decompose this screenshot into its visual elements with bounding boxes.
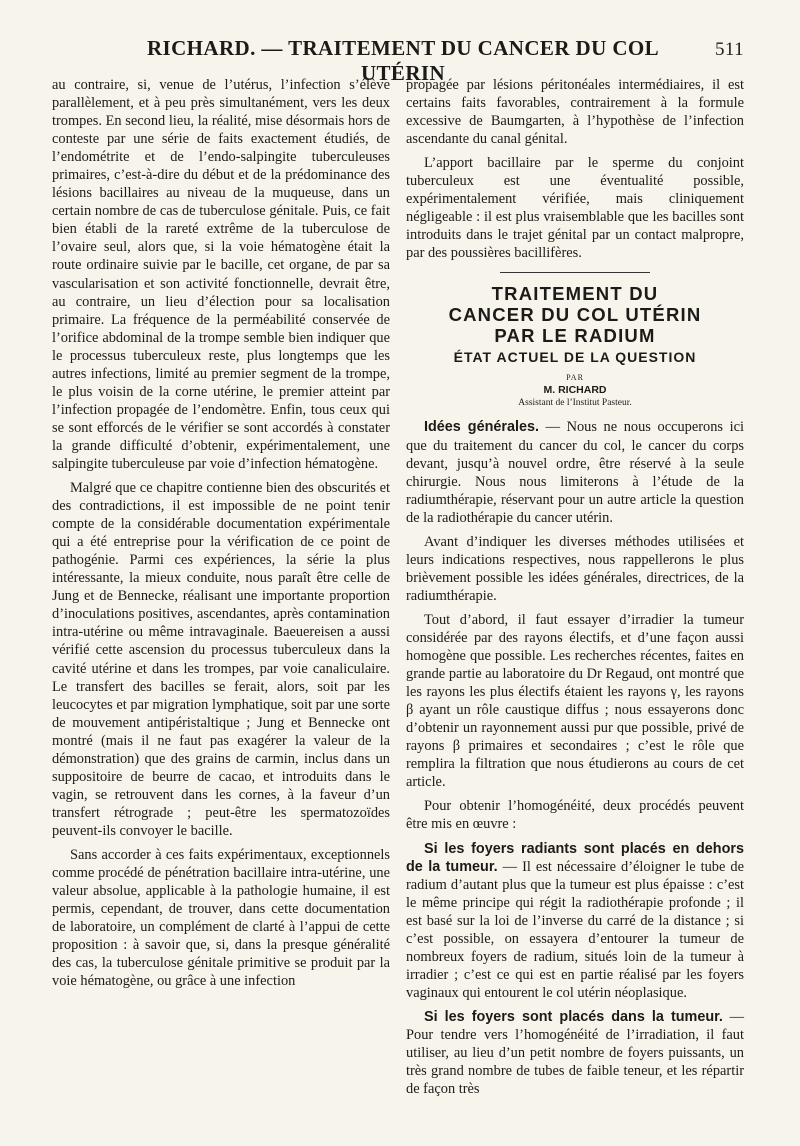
left-column [52, 76, 390, 1098]
paragraph [406, 840, 744, 1002]
byline-par: PAR [566, 373, 584, 383]
paragraph: Tout d’abord, il faut essayer d’irradier la tumeur considérée par des rayons électifs, et d’une façon aussi homogène que possible. Les recherches récentes, faites en grande partie au laboratoire du Dr Regaud, ont montré que les rayons les plus électifs étaient les rayons γ, les rayons β ayant un rôle caustique diffus ; nous essayerons donc d’obtenir un rayonnement aussi pur que possible, privé de rayons β primaires et secondaires ; c’est le rôle que remplira la filtration que nous étudierons au cours de cet article. [406, 611, 744, 791]
author-affiliation: Assistant de l’Institut Pasteur. [518, 398, 632, 409]
right-column [406, 76, 744, 1098]
paragraph: propagée par lésions péritonéales intermédiaires, il est certains faits favorables, contrairement à la formule excessive de Baumgarten, à l’hypothèse de l’infection ascendante du canal génital. [406, 77, 744, 148]
section-divider [500, 272, 650, 273]
paragraph-lead: Idées générales. [424, 419, 539, 436]
article-title-line: CANCER DU COL UTÉRIN [448, 304, 702, 326]
paragraph: au contraire, si, venue de l’utérus, l’infection s’élève parallèlement, et à peu près simultanément, vers les deux trompes. En second lieu, la réalité, mise désormais hors de conteste par une série de faits exactement étudiés, de l’endométrite et de l’endo-salpingite tuberculeuses primaires, c’est-à-dire du début et de la prédominance des lésions bacillaires au niveau de la muqueuse, dans un certain nombre de cas de tuberculose génitale. Puis, ce fait bien établi de la rareté extrême de la tuberculose de l’ovaire seul, alors que, si la voie hématogène était la route ordinaire suivie par le bacille, cet organe, de par sa vascularisation et son activité fonctionnelle, devrait être, au contraire, un lieu d’élection pour sa localisation primaire. La fréquence de la perméabilité conservée de l’orifice abdominal de la trompe semble bien indiquer que le processus tuberculeux reste, plus longtemps que les autres infections, limité au premier segment de la trompe, le plus voisin de la corne utérine, le premier atteint par l’infection propagée de l’endomètre. Enfin, tous ceux qui se sont efforcés de le vérifier se sont accordés à constater la grande difficulté d’obtenir, expérimentalement, une salpingite tuberculeuse par voie d’infection hématogène. [52, 77, 390, 472]
paragraph [406, 418, 744, 526]
article-subtitle: ÉTAT ACTUEL DE LA QUESTION [453, 349, 697, 366]
paragraph: L’apport bacillaire par le sperme du conjoint tuberculeux est une éventualité possible, expérimentalement vérifiée, mais cliniquement négligeable : il est plus vraisemblable que les bacilles sont introduits dans le trajet génital par un contact malpropre, par des poussières bacillifères. [406, 155, 744, 262]
paragraph: Malgré que ce chapitre contienne bien des obscurités et des contradictions, il est impossible de ne point tenir compte de la considérable documentation expérimentale qui a été entreprise pour la vérification de ce point de pathogénie. Parmi ces expériences, la série la plus intéressante, la mieux conduite, nous paraît être celle de Jung et de Bennecke, réalisant une importante proportion d’inoculations positives, ascendantes, après contamination intra-utérine ou même intravaginale. Baeuereisen a aussi vérifié cette ascension du processus tuberculeux dans la cavité utérine et dans les trompes, par voie canaliculaire. Le transfert des bacilles se ferait, alors, soit par les leucocytes et par migration lymphatique, soit par une sorte de mouvement antipéristaltique ; Jung et Bennecke ont montré (mais il ne faut pas exagérer la valeur de la démonstration) que des grains de carmin, inclus dans un suppositoire de beurre de cacao, et introduits dans le vagin, se retrouvent dans les cornes, à la faveur d’un transfert rétrograde ; peut-être les spermatozoïdes peuvent-ils convoyer le bacille. [52, 480, 390, 839]
article-title-line: PAR LE RADIUM [494, 325, 656, 347]
paragraph-lead: Si les foyers radiants sont placés en dehors de la tumeur. [406, 840, 744, 875]
article-heading [406, 283, 744, 408]
two-column-body [52, 76, 744, 1098]
paragraph: Pour obtenir l’homogénéité, deux procédés peuvent être mis en œuvre : [406, 798, 744, 833]
paragraph-text: — Il est nécessaire d’éloigner le tube de radium d’autant plus que la tumeur est plus épaisse : c’est le même principe qui régit la radiothérapie profonde ; il est basé sur la loi de l’inverse du carré de la distance ; si c’est possible, on essayera d’entourer la tumeur de nombreux foyers de radium, situés loin de la tumeur à irradier ; c’est ce qui est en partie réalisé par les foyers vaginaux qui entourent le col utérin néoplasique. [406, 858, 744, 1001]
page-number: 511 [715, 39, 744, 60]
paragraph: Avant d’indiquer les diverses méthodes utilisées et leurs indications respectives, nous rappellerons le plus brièvement possible les idées générales, directrices, de la radiumthérapie. [406, 533, 744, 604]
paragraph-text: — Pour tendre vers l’homogénéité de l’irradiation, il faut utiliser, au lieu d’un petit nombre de foyers puissants, un très grand nombre de tubes de faible teneur, et les répartir de façon très [406, 1008, 744, 1098]
paragraph-text: — Nous ne nous occuperons ici que du traitement du cancer du col, le cancer du corps devant, jusqu’à nouvel ordre, être réservé à la seule chirurgie. Nous nous limiterons à l’étude de la radiumthérapie, réservant pour un autre article la question de la radiothérapie du cancer utérin. [406, 419, 745, 526]
paragraph: Sans accorder à ces faits expérimentaux, exceptionnels comme procédé de pénétration bacillaire intra-utérine, une valeur absolue, applicable à la pathologie humaine, il est permis, cependant, de trouver, dans cette documentation de laboratoire, un complément de clarté à l’appui de cette proposition : à savoir que, si, dans la presque généralité des cas, la tuberculose génitale primitive se produit par la voie hématogène, ou grâce à une infection [52, 846, 390, 990]
article-title-line: TRAITEMENT DU [491, 283, 659, 305]
paragraph-lead: Si les foyers sont placés dans la tumeur. [424, 1008, 723, 1025]
author-name: M. RICHARD [543, 384, 607, 397]
running-title: RICHARD. — TRAITEMENT DU CANCER DU COL UTÉRIN [146, 36, 660, 85]
running-header [52, 36, 744, 85]
paragraph [406, 1008, 744, 1098]
